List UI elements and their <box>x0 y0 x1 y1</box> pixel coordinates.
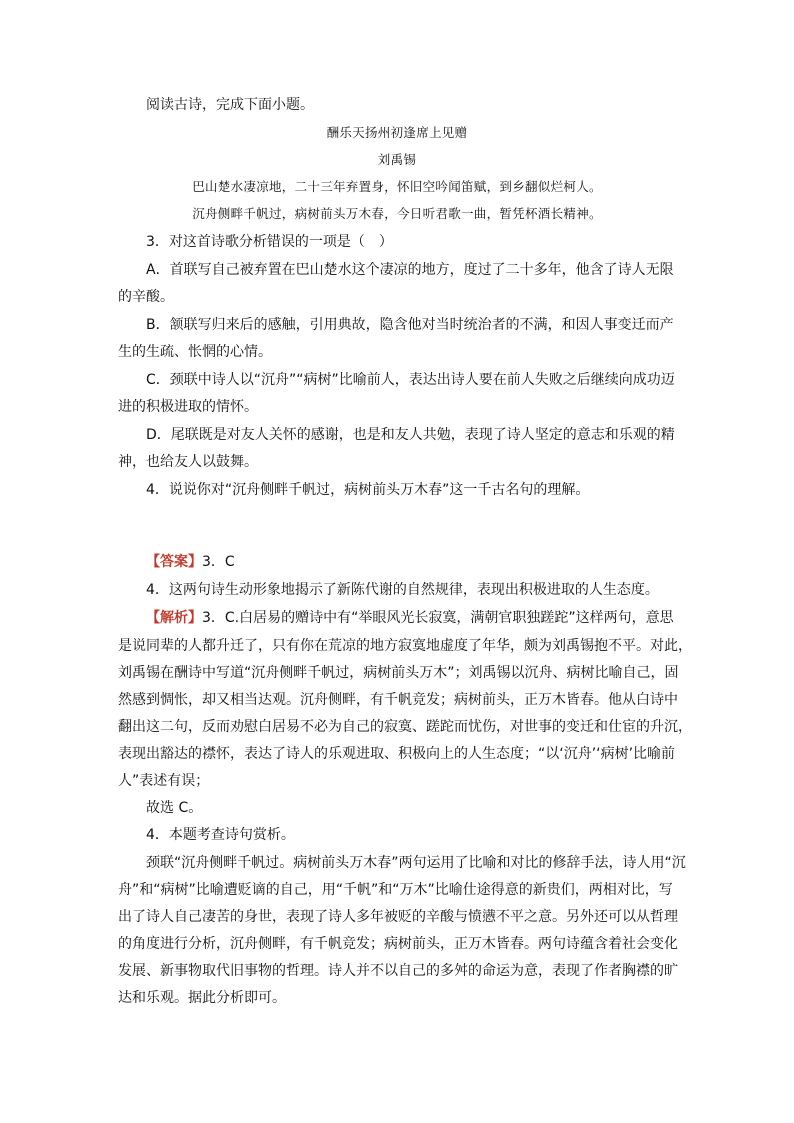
analysis-q4-head: 4．本题考查诗句赏析。 <box>146 827 295 843</box>
question-3-stem: 3．对这首诗歌分析错误的一项是（ ） <box>146 234 393 250</box>
option-b-line-1: B．颔联写归来后的感触，引用典故，隐含他对当时统治者的不满，和因人事变迁而产 <box>146 317 674 333</box>
option-c-line-2: 进的积极进取的情怀。 <box>118 399 258 415</box>
answer-q3: 3．C <box>202 554 235 570</box>
answer-tag: 【答案】 <box>146 554 202 570</box>
analysis-q4-line-4: 的角度进行分析，沉舟侧畔，有千帆竞发；病树前头，正万木皆春。两句诗蕴含着社会变化 <box>118 936 678 952</box>
option-b-line-2: 生的生疏、怅惘的心情。 <box>118 344 272 360</box>
analysis-q3-line-6: 表现出豁达的襟怀，表达了诗人的乐观进取、积极向上的人生态度；“以‘沉舟’‘病树’比喻前 <box>118 746 676 762</box>
poem-line-2: 沉舟侧畔千帆过，病树前头万木春，今日听君歌一曲，暂凭杯酒长精神。 <box>192 206 602 221</box>
option-c-line-1: C．颈联中诗人以“沉舟”“病树”比喻前人，表达出诗人要在前人失败之后继续向成功迈 <box>146 372 675 388</box>
answer-q4: 4．这两句诗生动形象地揭示了新陈代谢的自然规律，表现出积极进取的人生态度。 <box>146 582 659 598</box>
analysis-q3-choice: 故选 C。 <box>146 800 203 816</box>
analysis-q3-line-4: 然感到惆怅，却又相当达观。沉舟侧畔，有千帆竞发；病树前头，正万木皆春。他从白诗中 <box>118 692 678 708</box>
instruction-text: 阅读古诗，完成下面小题。 <box>146 97 314 113</box>
option-a-line-2: 的辛酸。 <box>118 289 174 305</box>
analysis-q4-line-1: 颈联“沉舟侧畔千帆过。病树前头万木春”两句运用了比喻和对比的修辞手法，诗人用“沉 <box>146 855 686 871</box>
analysis-q4-line-5: 发展、新事物取代旧事物的哲理。诗人并不以自己的多舛的命运为意，表现了作者胸襟的旷 <box>118 963 678 979</box>
analysis-q4-line-6: 达和乐观。据此分析即可。 <box>118 990 286 1006</box>
poem-title: 酬乐天扬州初逢席上见赠 <box>326 125 468 140</box>
analysis-q4-line-2: 舟”和“病树”比喻遭贬谪的自己，用“千帆”和“万木”比喻仕途得意的新贵们，两相对比，写 <box>118 882 673 898</box>
analysis-tag: 【解析】 <box>146 610 202 626</box>
analysis-q4-line-3: 出了诗人自己凄苦的身世，表现了诗人多年被贬的辛酸与愤懑不平之意。另外还可以从哲理 <box>118 909 678 925</box>
option-d-line-1: D．尾联既是对友人关怀的感谢，也是和友人共勉，表现了诗人坚定的意志和乐观的精 <box>146 427 675 443</box>
option-a-line-1: A．首联写自己被弃置在巴山楚水这个凄凉的地方，度过了二十多年，他含了诗人无限 <box>146 262 674 278</box>
analysis-q3-line-5: 翻出这二句，反而劝慰白居易不必为自己的寂寞、蹉跎而忧伤，对世事的变迁和仕宦的升沉， <box>118 719 692 735</box>
answer-row <box>146 552 235 572</box>
analysis-row-1 <box>146 608 674 628</box>
analysis-q3-line-3: 刘禹锡在酬诗中写道“沉舟侧畔千帆过，病树前头万木”；刘禹锡以沉舟、病树比喻自己，固 <box>118 665 679 681</box>
question-4-stem: 4．说说你对“沉舟侧畔千帆过，病树前头万木春”这一千古名句的理解。 <box>146 482 590 498</box>
poem-author: 刘禹锡 <box>377 152 417 167</box>
analysis-q3-line-7: 人”表述有误； <box>118 773 210 789</box>
analysis-q3-line-2: 是说同辈的人都升迁了，只有你在荒凉的地方寂寞地虚度了年华，颇为刘禹锡抱不平。对此， <box>118 638 692 654</box>
poem-line-1: 巴山楚水凄凉地，二十三年弃置身，怀旧空吟闻笛赋，到乡翻似烂柯人。 <box>192 179 602 194</box>
analysis-q3-line-1: 3．C.白居易的赠诗中有“举眼风光长寂寞，满朝官职独蹉跎”这样两句，意思 <box>202 610 674 626</box>
option-d-line-2: 神，也给友人以鼓舞。 <box>118 454 258 470</box>
